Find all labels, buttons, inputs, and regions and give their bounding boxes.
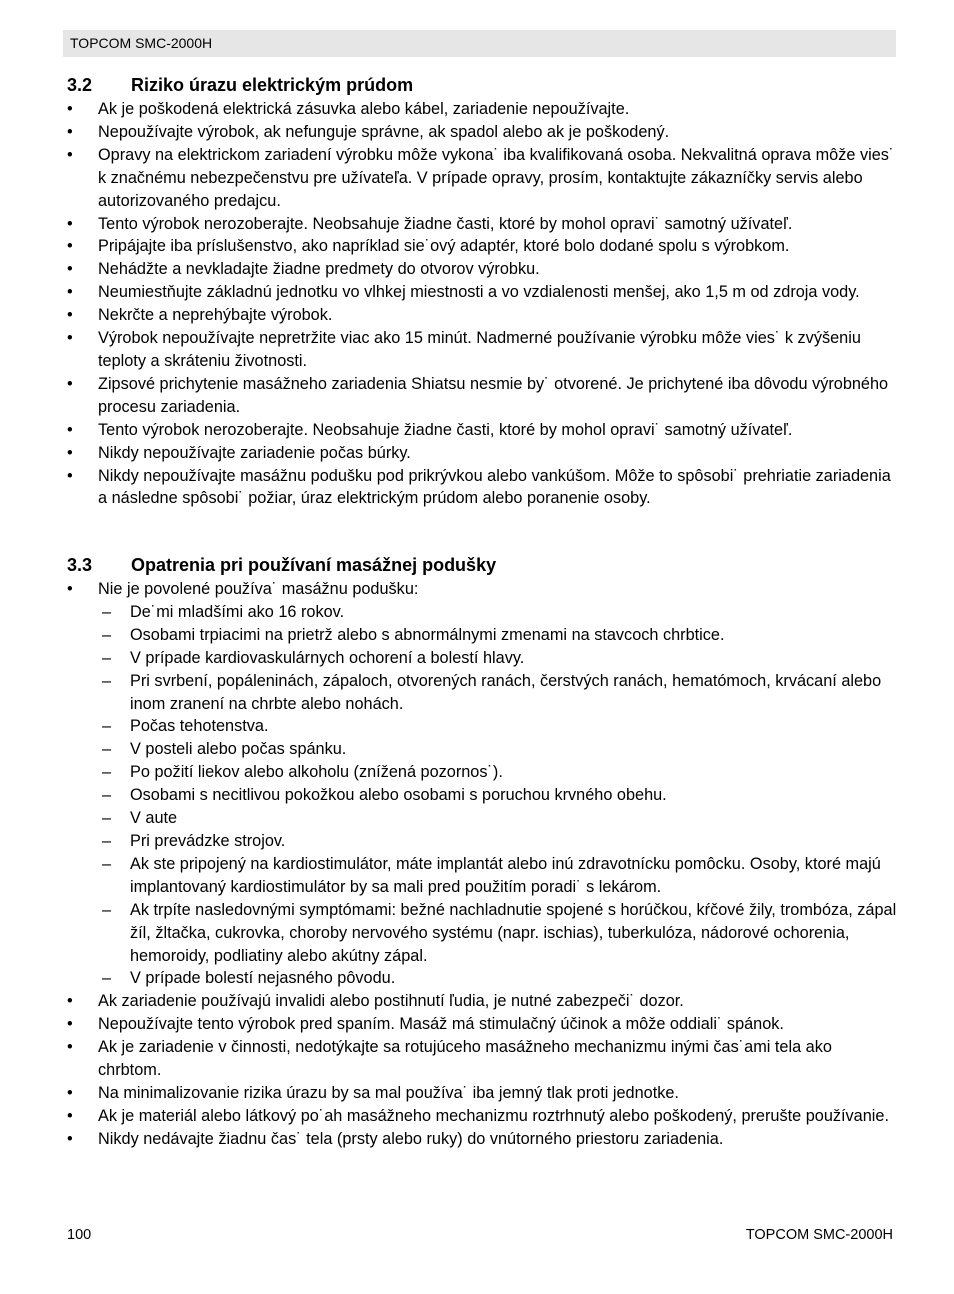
dash-icon: –	[102, 625, 112, 644]
list-item-text: Osobami s necitlivou pokožkou alebo osobami s poruchou krvného obehu.	[130, 786, 667, 805]
list-item-text: Ak ste pripojený na kardiostimulátor, máte implantát alebo inú zdravotnícku pomôcku. Osoby, ktoré majú implantovaný kardiostimulátor by sa mali pred použitím poradi˙ s lekárom.	[130, 854, 881, 896]
dash-icon: –	[102, 717, 112, 736]
bullet-icon: •	[67, 992, 73, 1011]
dash-list	[67, 601, 897, 990]
bullet-icon: •	[67, 100, 73, 118]
bullet-icon: •	[67, 260, 73, 279]
sub-list-item	[67, 761, 897, 784]
bullet-icon: •	[67, 145, 73, 164]
running-header-title: TOPCOM SMC-2000H	[70, 35, 213, 51]
dash-icon: –	[102, 671, 112, 690]
list-item	[67, 373, 897, 419]
sub-list-item	[67, 670, 897, 716]
bullet-icon: •	[67, 214, 73, 233]
bullet-icon: •	[67, 1038, 73, 1057]
list-item-text: Počas tehotenstva.	[130, 717, 269, 736]
list-item-text: Osobami trpiacimi na prietrž alebo s abnormálnymi zmenami na stavcoch chrbtice.	[130, 625, 725, 644]
list-item-text: De˙mi mladšími ako 16 rokov.	[130, 602, 345, 621]
sub-list-item	[67, 647, 897, 670]
list-item	[67, 258, 897, 281]
sub-list-item	[67, 967, 897, 990]
list-item	[67, 578, 897, 601]
dash-icon: –	[102, 900, 112, 919]
section-heading	[67, 74, 897, 96]
list-item	[67, 98, 897, 121]
bullet-icon: •	[67, 237, 73, 256]
list-item-text: Po požití liekov alebo alkoholu (znížená pozornos˙).	[130, 763, 503, 782]
list-item-text: Nie je povolené používa˙ masážnu podušku:	[98, 580, 419, 598]
bullet-icon: •	[67, 329, 73, 348]
list-item-text: Na minimalizovanie rizika úrazu by sa mal používa˙ iba jemný tlak proti jednotke.	[98, 1083, 679, 1102]
list-item-text: Zipsové prichytenie masážneho zariadenia Shiatsu nesmie by˙ otvorené. Je prichytené iba dôvodu výrobného procesu zariadenia.	[98, 374, 889, 416]
dash-icon: –	[102, 648, 112, 667]
list-item	[67, 465, 897, 511]
dash-icon: –	[102, 786, 112, 805]
bullet-icon: •	[67, 283, 73, 302]
bullet-icon: •	[67, 1129, 73, 1148]
list-item-text: Ak je poškodená elektrická zásuvka alebo kábel, zariadenie nepoužívajte.	[98, 100, 630, 118]
dash-icon: –	[102, 831, 112, 850]
bullet-icon: •	[67, 122, 73, 141]
section-title: Riziko úrazu elektrickým prúdom	[131, 75, 414, 95]
list-item	[67, 144, 897, 213]
list-item-text: Nepoužívajte výrobok, ak nefunguje správne, ak spadol alebo ak je poškodený.	[98, 122, 670, 141]
list-item-text: Ak je zariadenie v činnosti, nedotýkajte sa rotujúceho masážneho mechanizmu inými čas˙ami tela ako chrbtom.	[98, 1038, 832, 1080]
sub-list-item	[67, 784, 897, 807]
list-item	[67, 235, 897, 258]
list-item	[67, 990, 897, 1013]
list-item-text: Tento výrobok nerozoberajte. Neobsahuje žiadne časti, ktoré by mohol opravi˙ samotný užívateľ.	[98, 420, 793, 439]
sub-list-item	[67, 715, 897, 738]
list-item	[67, 419, 897, 442]
list-item-text: Opravy na elektrickom zariadení výrobku môže vykona˙ iba kvalifikovaná osoba. Nekvalitná oprava môže vies˙ k značnému nebezpečenstvu pre užívateľa. V prípade opravy, prosím, kontaktujte zákazníčky servis alebo autorizovaného predajcu.	[98, 145, 895, 210]
list-item	[67, 442, 897, 465]
list-item	[67, 121, 897, 144]
dash-icon: –	[102, 763, 112, 782]
section-3-2	[67, 74, 897, 510]
list-item-text: Tento výrobok nerozoberajte. Neobsahuje žiadne časti, ktoré by mohol opravi˙ samotný užívateľ.	[98, 214, 793, 233]
list-item-text: Neumiestňujte základnú jednotku vo vlhkej miestnosti a vo vzdialenosti menšej, ako 1,5 m od zdroja vody.	[98, 283, 860, 302]
list-item-text: Nehádžte a nevkladajte žiadne predmety do otvorov výrobku.	[98, 260, 540, 279]
list-item	[67, 281, 897, 304]
list-item	[67, 327, 897, 373]
list-item	[67, 213, 897, 236]
list-item-text: Pri svrbení, popáleninách, zápaloch, otvorených ranách, čerstvých ranách, hematómoch, krvácaní alebo inom zranení na chrbte alebo nohách.	[130, 671, 882, 713]
sub-list-item	[67, 830, 897, 853]
list-item-text: Ak zariadenie používajú invalidi alebo postihnutí ľudia, je nutné zabezpeči˙ dozor.	[98, 992, 684, 1011]
sub-list-item	[67, 601, 897, 624]
bullet-icon: •	[67, 420, 73, 439]
list-item	[67, 1082, 897, 1105]
list-item	[67, 1128, 897, 1151]
bullet-icon: •	[67, 580, 73, 598]
list-item-text: V prípade bolestí nejasného pôvodu.	[130, 969, 396, 988]
bullet-list	[67, 990, 897, 1150]
list-item-text: V posteli alebo počas spánku.	[130, 740, 347, 759]
section-number: 3.3	[67, 555, 93, 575]
list-item-text: Pripájajte iba príslušenstvo, ako napríklad sie˙ový adaptér, ktoré bolo dodané spolu s výrobkom.	[98, 237, 790, 256]
bullet-icon: •	[67, 443, 73, 462]
sub-list-item	[67, 738, 897, 761]
list-item-text: V aute	[130, 809, 178, 828]
section-heading	[67, 554, 897, 576]
bullet-list	[67, 98, 897, 510]
dash-icon: –	[102, 602, 112, 621]
list-item-text: Nikdy nedávajte žiadnu čas˙ tela (prsty alebo ruky) do vnútorného priestoru zariadenia.	[98, 1129, 724, 1148]
sub-list-item	[67, 624, 897, 647]
section-title: Opatrenia pri používaní masážnej podušky	[131, 555, 497, 575]
bullet-icon: •	[67, 306, 73, 325]
page-number: 100	[67, 1227, 92, 1243]
sub-list-item	[67, 899, 897, 968]
list-item-text: Nekrčte a neprehýbajte výrobok.	[98, 306, 333, 325]
list-item-text: Ak je materiál alebo látkový po˙ah masážneho mechanizmu roztrhnutý alebo poškodený, prerušte používanie.	[98, 1106, 889, 1125]
section-number: 3.2	[67, 75, 93, 95]
list-item	[67, 1105, 897, 1128]
list-item-text: Nepoužívajte tento výrobok pred spaním. Masáž má stimulačný účinok a môže oddiali˙ spánok.	[98, 1015, 784, 1034]
bullet-icon: •	[67, 1106, 73, 1125]
running-header	[63, 30, 896, 57]
list-item-text: Výrobok nepoužívajte nepretržite viac ako 15 minút. Nadmerné používanie výrobku môže vies˙ k zvýšeniu teploty a skráteniu životnosti.	[98, 329, 861, 370]
list-item-text: V prípade kardiovaskulárnych ochorení a bolestí hlavy.	[130, 648, 525, 667]
bullet-icon: •	[67, 374, 73, 393]
list-item	[67, 1013, 897, 1036]
bullet-icon: •	[67, 1015, 73, 1034]
list-item-text: Nikdy nepoužívajte masážnu podušku pod prikrývkou alebo vankúšom. Môže to spôsobi˙ prehriatie zariadenia a následne spôsobi˙ požiar, úraz elektrickým prúdom alebo poranenie osoby.	[98, 466, 891, 508]
sub-list-item	[67, 853, 897, 899]
bullet-icon: •	[67, 466, 73, 485]
list-item	[67, 1036, 897, 1082]
list-item-text: Ak trpíte nasledovnými symptómami: bežné nachladnutie spojené s horúčkou, kŕčové žily, trombóza, zápal žíl, žltačka, cukrovka, choroby nervového systému (napr. ischias), tuberkulóza, nádorové ochorenia, hemoroidy, podliatiny alebo akútny zápal.	[130, 900, 897, 965]
sub-list-item	[67, 807, 897, 830]
dash-icon: –	[102, 854, 112, 873]
list-item-text: Nikdy nepoužívajte zariadenie počas búrky.	[98, 443, 411, 462]
section-3-3	[67, 554, 897, 1151]
dash-icon: –	[102, 969, 112, 988]
footer-product: TOPCOM SMC-2000H	[745, 1227, 893, 1243]
bullet-icon: •	[67, 1083, 73, 1102]
dash-icon: –	[102, 809, 112, 828]
list-item	[67, 304, 897, 327]
list-item-text: Pri prevádzke strojov.	[130, 831, 286, 850]
dash-icon: –	[102, 740, 112, 759]
